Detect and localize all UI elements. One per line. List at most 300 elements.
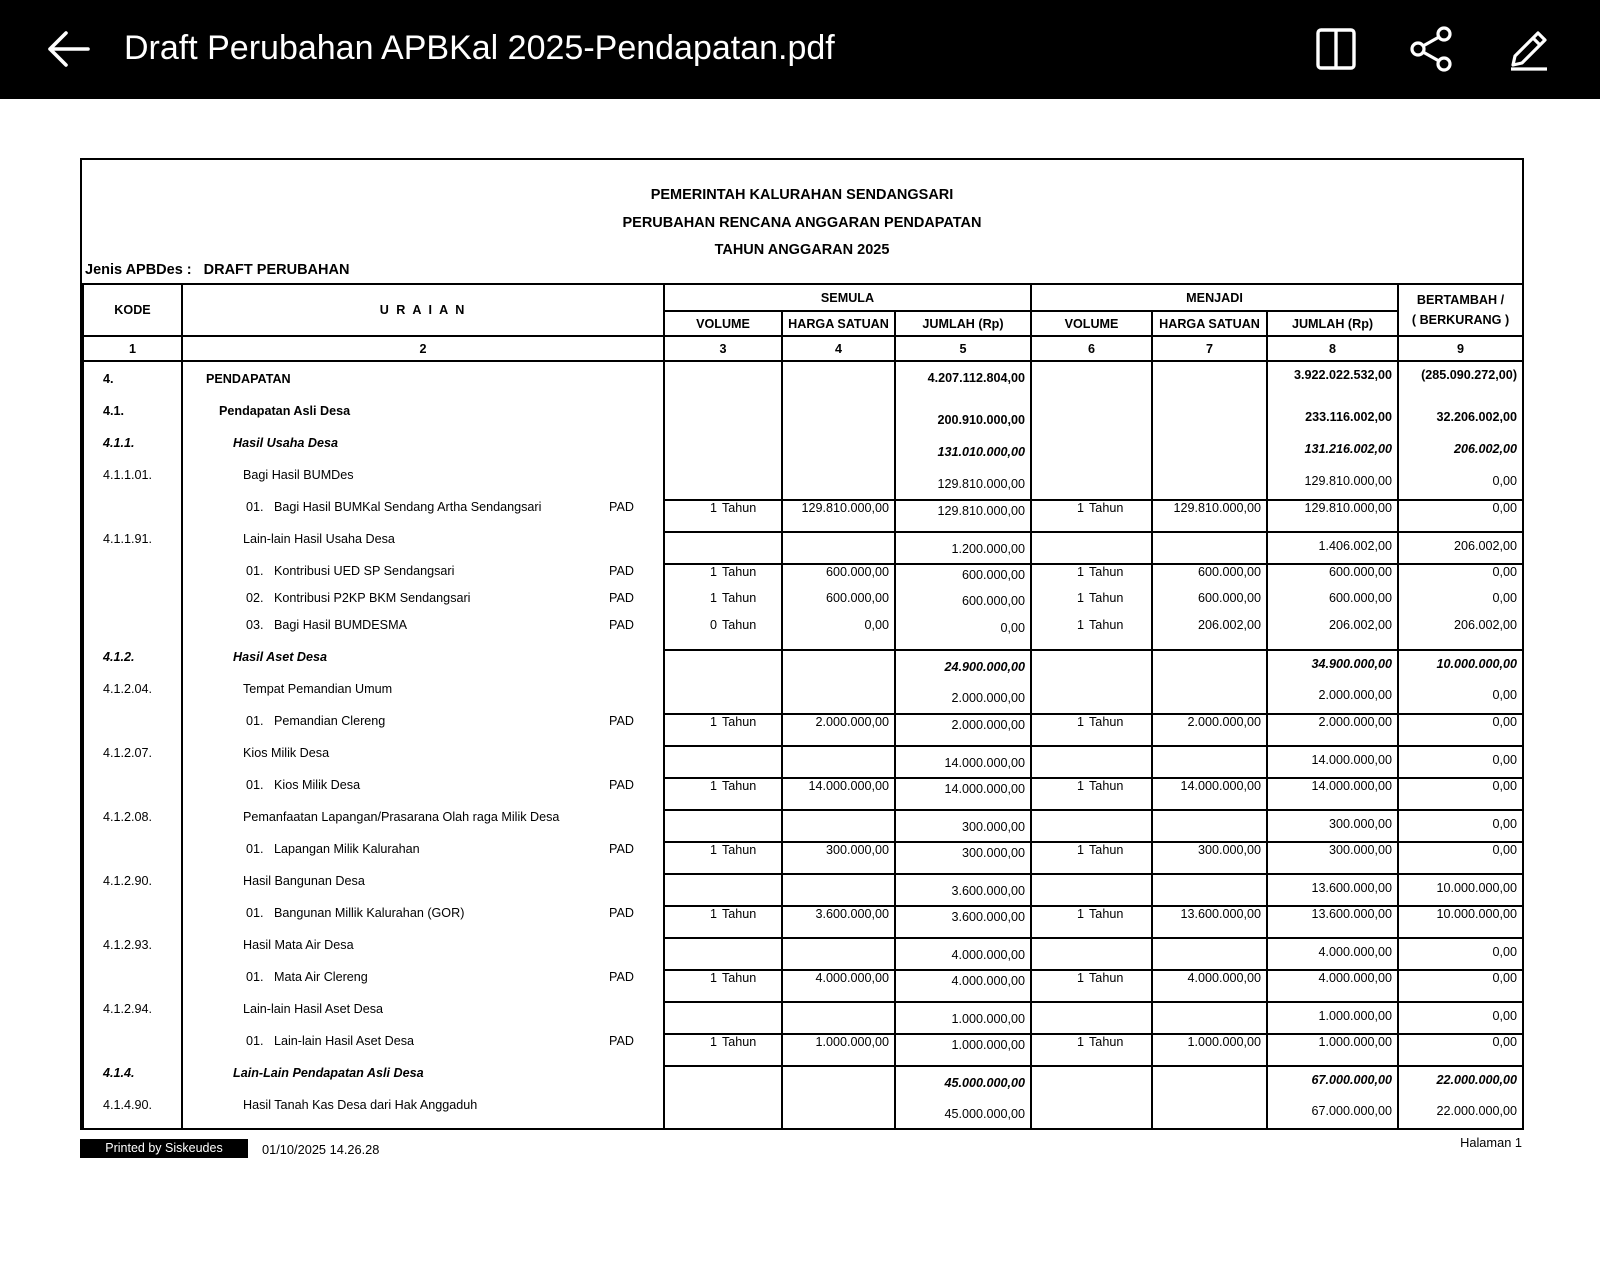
cell-uraian bbox=[182, 1034, 664, 1066]
volume-unit: Tahun bbox=[1089, 565, 1124, 579]
cell-jumlah-1: 3.600.000,00 bbox=[895, 906, 1031, 938]
cell-jumlah-2: 3.922.022.532,00 bbox=[1267, 361, 1398, 404]
volume-value: 1 bbox=[709, 501, 717, 515]
cell-volume-1 bbox=[664, 778, 782, 810]
cell-kode: 4.1. bbox=[83, 404, 182, 436]
item-number: 01. bbox=[246, 714, 264, 728]
cell-volume-1 bbox=[664, 1066, 782, 1098]
cell-volume-2 bbox=[1031, 682, 1152, 714]
cell-volume-1 bbox=[664, 532, 782, 564]
cell-volume-2 bbox=[1031, 1066, 1152, 1098]
cell-harga-2: 14.000.000,00 bbox=[1152, 778, 1267, 810]
cell-volume-2 bbox=[1031, 714, 1152, 746]
cell-harga-2 bbox=[1152, 361, 1267, 404]
jenis-label: Jenis APBDes : bbox=[85, 262, 192, 278]
item-source: PAD bbox=[609, 591, 634, 605]
item-name: Bagi Hasil BUMDESMA bbox=[274, 618, 407, 632]
detail-row bbox=[83, 906, 1523, 938]
volume-unit: Tahun bbox=[1089, 618, 1124, 632]
cell-volume-1 bbox=[664, 500, 782, 532]
cell-selisih: 0,00 bbox=[1398, 1002, 1523, 1034]
cell-harga-1 bbox=[782, 682, 895, 714]
cell-kode: 4.1.2.94. bbox=[83, 1002, 182, 1034]
cell-selisih: 206.002,00 bbox=[1398, 618, 1523, 650]
cell-jumlah-1: 1.000.000,00 bbox=[895, 1034, 1031, 1066]
cell-jumlah-2: 14.000.000,00 bbox=[1267, 746, 1398, 778]
cell-jumlah-1: 45.000.000,00 bbox=[895, 1066, 1031, 1098]
col-semula: SEMULA bbox=[664, 284, 1031, 311]
cell-selisih: 22.000.000,00 bbox=[1398, 1098, 1523, 1130]
cell-volume-1 bbox=[664, 682, 782, 714]
account-row bbox=[83, 1066, 1523, 1098]
cell-volume-2 bbox=[1031, 970, 1152, 1002]
account-row bbox=[83, 361, 1523, 404]
cell-harga-2: 4.000.000,00 bbox=[1152, 970, 1267, 1002]
cell-kode: 4.1.2. bbox=[83, 650, 182, 682]
volume-unit: Tahun bbox=[722, 715, 757, 729]
cell-uraian: Tempat Pemandian Umum bbox=[182, 682, 664, 714]
volume-value: 1 bbox=[709, 971, 717, 985]
arrow-left-icon[interactable] bbox=[44, 25, 94, 75]
cell-jumlah-2: 67.000.000,00 bbox=[1267, 1066, 1398, 1098]
cell-volume-1 bbox=[664, 361, 782, 404]
cell-volume-1 bbox=[664, 650, 782, 682]
cell-harga-1: 4.000.000,00 bbox=[782, 970, 895, 1002]
cell-harga-1: 600.000,00 bbox=[782, 564, 895, 591]
cell-uraian: Kios Milik Desa bbox=[182, 746, 664, 778]
volume-unit: Tahun bbox=[722, 1035, 757, 1049]
cell-harga-1 bbox=[782, 1098, 895, 1130]
cell-selisih: 10.000.000,00 bbox=[1398, 650, 1523, 682]
cell-kode bbox=[83, 618, 182, 650]
cell-volume-2 bbox=[1031, 938, 1152, 970]
cell-jumlah-2: 4.000.000,00 bbox=[1267, 938, 1398, 970]
volume-value: 1 bbox=[709, 843, 717, 857]
account-row bbox=[83, 1002, 1523, 1034]
cell-jumlah-2: 600.000,00 bbox=[1267, 591, 1398, 618]
cell-jumlah-2: 14.000.000,00 bbox=[1267, 778, 1398, 810]
cell-selisih: 0,00 bbox=[1398, 938, 1523, 970]
cell-volume-2 bbox=[1031, 906, 1152, 938]
col-jumlah-2: JUMLAH (Rp) bbox=[1267, 311, 1398, 336]
cell-selisih: 0,00 bbox=[1398, 970, 1523, 1002]
cell-harga-2: 13.600.000,00 bbox=[1152, 906, 1267, 938]
cell-uraian bbox=[182, 564, 664, 591]
cell-volume-1 bbox=[664, 874, 782, 906]
cell-harga-2 bbox=[1152, 874, 1267, 906]
detail-row bbox=[83, 564, 1523, 591]
cell-jumlah-1: 200.910.000,00 bbox=[895, 404, 1031, 436]
cell-jumlah-1: 14.000.000,00 bbox=[895, 778, 1031, 810]
volume-unit: Tahun bbox=[722, 779, 757, 793]
account-row bbox=[83, 436, 1523, 468]
cell-uraian bbox=[182, 591, 664, 618]
cell-volume-1 bbox=[664, 1098, 782, 1130]
item-name: Pemandian Clereng bbox=[274, 714, 386, 728]
volume-value: 0 bbox=[709, 618, 717, 632]
item-source: PAD bbox=[609, 714, 634, 728]
cell-jumlah-1: 129.810.000,00 bbox=[895, 500, 1031, 532]
volume-value: 1 bbox=[709, 907, 717, 921]
cell-harga-1: 600.000,00 bbox=[782, 591, 895, 618]
table-header bbox=[83, 284, 1523, 361]
jenis-value: DRAFT PERUBAHAN bbox=[203, 262, 350, 278]
cell-harga-1 bbox=[782, 1002, 895, 1034]
cell-harga-2 bbox=[1152, 938, 1267, 970]
cell-harga-2 bbox=[1152, 746, 1267, 778]
account-row bbox=[83, 404, 1523, 436]
item-name: Kontribusi P2KP BKM Sendangsari bbox=[274, 591, 471, 605]
cell-harga-2 bbox=[1152, 1098, 1267, 1130]
detail-row bbox=[83, 714, 1523, 746]
cell-harga-2: 300.000,00 bbox=[1152, 842, 1267, 874]
cell-kode bbox=[83, 564, 182, 591]
cell-volume-1 bbox=[664, 906, 782, 938]
cell-uraian bbox=[182, 500, 664, 532]
col-bertambah-line2: ( BERKURANG ) bbox=[1411, 313, 1510, 327]
cell-uraian: Pendapatan Asli Desa bbox=[182, 404, 664, 436]
cell-volume-1 bbox=[664, 436, 782, 468]
volume-unit: Tahun bbox=[722, 843, 757, 857]
cell-harga-2 bbox=[1152, 1002, 1267, 1034]
item-name: Lapangan Milik Kalurahan bbox=[274, 842, 420, 856]
account-row bbox=[83, 810, 1523, 842]
cell-jumlah-1: 300.000,00 bbox=[895, 842, 1031, 874]
item-number: 03. bbox=[246, 618, 264, 632]
col-volume-1: VOLUME bbox=[664, 311, 782, 336]
cell-harga-1 bbox=[782, 746, 895, 778]
cell-kode: 4.1.2.93. bbox=[83, 938, 182, 970]
cell-harga-1 bbox=[782, 468, 895, 500]
cell-selisih: 206.002,00 bbox=[1398, 436, 1523, 468]
page-footer bbox=[80, 1135, 1524, 1163]
cell-selisih: 0,00 bbox=[1398, 564, 1523, 591]
detail-row bbox=[83, 1034, 1523, 1066]
col-number: 5 bbox=[895, 336, 1031, 361]
item-source: PAD bbox=[609, 500, 634, 514]
cell-harga-2 bbox=[1152, 682, 1267, 714]
cell-harga-2: 600.000,00 bbox=[1152, 564, 1267, 591]
cell-volume-2 bbox=[1031, 778, 1152, 810]
item-name: Mata Air Clereng bbox=[274, 970, 368, 984]
col-number: 6 bbox=[1031, 336, 1152, 361]
header-line-2: PERUBAHAN RENCANA ANGGARAN PENDAPATAN bbox=[622, 215, 982, 231]
volume-unit: Tahun bbox=[1089, 907, 1124, 921]
account-row bbox=[83, 650, 1523, 682]
cell-selisih: 0,00 bbox=[1398, 591, 1523, 618]
cell-jumlah-2: 131.216.002,00 bbox=[1267, 436, 1398, 468]
cell-uraian bbox=[182, 970, 664, 1002]
cell-volume-2 bbox=[1031, 564, 1152, 591]
col-number: 8 bbox=[1267, 336, 1398, 361]
volume-value: 1 bbox=[1077, 843, 1085, 857]
cell-selisih: 0,00 bbox=[1398, 500, 1523, 532]
col-menjadi: MENJADI bbox=[1031, 284, 1398, 311]
item-number: 01. bbox=[246, 906, 264, 920]
volume-value: 1 bbox=[1077, 565, 1085, 579]
volume-value: 1 bbox=[1077, 501, 1085, 515]
cell-selisih: 206.002,00 bbox=[1398, 532, 1523, 564]
volume-unit: Tahun bbox=[722, 618, 757, 632]
printed-by-badge: Printed by Siskeudes bbox=[80, 1139, 248, 1158]
item-source: PAD bbox=[609, 842, 634, 856]
volume-value: 1 bbox=[1077, 1035, 1085, 1049]
cell-harga-1 bbox=[782, 436, 895, 468]
col-bertambah-line1: BERTAMBAH / bbox=[1416, 293, 1505, 307]
volume-unit: Tahun bbox=[722, 907, 757, 921]
jenis-apbdes bbox=[85, 262, 361, 278]
cell-harga-2 bbox=[1152, 468, 1267, 500]
share-icon[interactable] bbox=[1408, 25, 1456, 73]
cell-jumlah-1: 4.207.112.804,00 bbox=[895, 361, 1031, 404]
cell-harga-2: 129.810.000,00 bbox=[1152, 500, 1267, 532]
cell-harga-2: 600.000,00 bbox=[1152, 591, 1267, 618]
volume-value: 1 bbox=[709, 715, 717, 729]
header-line-1: PEMERINTAH KALURAHAN SENDANGSARI bbox=[650, 187, 954, 203]
cell-volume-1 bbox=[664, 564, 782, 591]
cell-jumlah-2: 34.900.000,00 bbox=[1267, 650, 1398, 682]
col-number: 9 bbox=[1398, 336, 1523, 361]
cell-kode: 4.1.2.04. bbox=[83, 682, 182, 714]
cell-jumlah-2: 2.000.000,00 bbox=[1267, 714, 1398, 746]
cell-kode: 4.1.1.91. bbox=[83, 532, 182, 564]
cell-selisih: 22.000.000,00 bbox=[1398, 1066, 1523, 1098]
app-toolbar bbox=[0, 0, 1600, 99]
page-number: Halaman 1 bbox=[1460, 1135, 1522, 1150]
cell-jumlah-2: 129.810.000,00 bbox=[1267, 500, 1398, 532]
detail-row bbox=[83, 500, 1523, 532]
cell-volume-1 bbox=[664, 591, 782, 618]
volume-value: 1 bbox=[709, 591, 717, 605]
cell-uraian: Hasil Bangunan Desa bbox=[182, 874, 664, 906]
column-number-row bbox=[83, 336, 1523, 361]
budget-table bbox=[82, 283, 1524, 1130]
volume-unit: Tahun bbox=[722, 971, 757, 985]
cell-selisih: 0,00 bbox=[1398, 714, 1523, 746]
volume-unit: Tahun bbox=[1089, 779, 1124, 793]
cell-uraian: Hasil Usaha Desa bbox=[182, 436, 664, 468]
cell-selisih: 10.000.000,00 bbox=[1398, 874, 1523, 906]
volume-value: 1 bbox=[1077, 907, 1085, 921]
volume-unit: Tahun bbox=[1089, 501, 1124, 515]
col-volume-2: VOLUME bbox=[1031, 311, 1152, 336]
item-source: PAD bbox=[609, 778, 634, 792]
cell-jumlah-2: 233.116.002,00 bbox=[1267, 404, 1398, 436]
cell-jumlah-1: 2.000.000,00 bbox=[895, 714, 1031, 746]
cell-volume-1 bbox=[664, 810, 782, 842]
col-bertambah bbox=[1398, 284, 1523, 336]
cell-jumlah-2: 4.000.000,00 bbox=[1267, 970, 1398, 1002]
item-name: Lain-lain Hasil Aset Desa bbox=[274, 1034, 415, 1048]
cell-volume-2 bbox=[1031, 468, 1152, 500]
cell-kode bbox=[83, 906, 182, 938]
cell-harga-1: 0,00 bbox=[782, 618, 895, 650]
cell-jumlah-1: 4.000.000,00 bbox=[895, 938, 1031, 970]
cell-selisih: 0,00 bbox=[1398, 778, 1523, 810]
cell-kode: 4.1.2.07. bbox=[83, 746, 182, 778]
cell-kode bbox=[83, 500, 182, 532]
cell-jumlah-1: 45.000.000,00 bbox=[895, 1098, 1031, 1130]
cell-harga-2: 206.002,00 bbox=[1152, 618, 1267, 650]
item-name: Kios Milik Desa bbox=[274, 778, 361, 792]
col-harga-2: HARGA SATUAN bbox=[1152, 311, 1267, 336]
item-source: PAD bbox=[609, 970, 634, 984]
cell-selisih: 0,00 bbox=[1398, 842, 1523, 874]
cell-harga-1 bbox=[782, 874, 895, 906]
volume-unit: Tahun bbox=[722, 565, 757, 579]
book-open-icon[interactable] bbox=[1312, 25, 1360, 73]
item-number: 01. bbox=[246, 1034, 264, 1048]
item-name: Kontribusi UED SP Sendangsari bbox=[274, 564, 455, 578]
cell-harga-1 bbox=[782, 532, 895, 564]
cell-kode bbox=[83, 714, 182, 746]
volume-unit: Tahun bbox=[1089, 1035, 1124, 1049]
cell-volume-2 bbox=[1031, 500, 1152, 532]
item-source: PAD bbox=[609, 906, 634, 920]
cell-volume-2 bbox=[1031, 810, 1152, 842]
cell-jumlah-2: 1.000.000,00 bbox=[1267, 1034, 1398, 1066]
volume-unit: Tahun bbox=[1089, 971, 1124, 985]
account-row bbox=[83, 874, 1523, 906]
cell-jumlah-1: 600.000,00 bbox=[895, 564, 1031, 591]
volume-value: 1 bbox=[1077, 971, 1085, 985]
cell-harga-1 bbox=[782, 938, 895, 970]
col-jumlah-1: JUMLAH (Rp) bbox=[895, 311, 1031, 336]
cell-volume-1 bbox=[664, 746, 782, 778]
cell-harga-1 bbox=[782, 1066, 895, 1098]
cell-selisih: 10.000.000,00 bbox=[1398, 906, 1523, 938]
col-uraian: U R A I A N bbox=[182, 284, 664, 336]
cell-jumlah-2: 67.000.000,00 bbox=[1267, 1098, 1398, 1130]
cell-jumlah-1: 24.900.000,00 bbox=[895, 650, 1031, 682]
cell-kode bbox=[83, 970, 182, 1002]
col-number: 7 bbox=[1152, 336, 1267, 361]
cell-kode bbox=[83, 1034, 182, 1066]
item-source: PAD bbox=[609, 618, 634, 632]
cell-uraian: Lain-lain Hasil Usaha Desa bbox=[182, 532, 664, 564]
volume-unit: Tahun bbox=[722, 501, 757, 515]
cell-volume-1 bbox=[664, 468, 782, 500]
cell-uraian bbox=[182, 906, 664, 938]
cell-selisih: 0,00 bbox=[1398, 746, 1523, 778]
cell-harga-2 bbox=[1152, 650, 1267, 682]
cell-jumlah-2: 1.000.000,00 bbox=[1267, 1002, 1398, 1034]
cell-jumlah-2: 2.000.000,00 bbox=[1267, 682, 1398, 714]
cell-kode: 4.1.1.01. bbox=[83, 468, 182, 500]
cell-harga-1: 129.810.000,00 bbox=[782, 500, 895, 532]
cell-harga-1: 300.000,00 bbox=[782, 842, 895, 874]
cell-uraian: Hasil Mata Air Desa bbox=[182, 938, 664, 970]
cell-volume-2 bbox=[1031, 404, 1152, 436]
volume-unit: Tahun bbox=[1089, 715, 1124, 729]
col-number: 4 bbox=[782, 336, 895, 361]
cell-harga-2 bbox=[1152, 404, 1267, 436]
cell-harga-1 bbox=[782, 404, 895, 436]
cell-kode bbox=[83, 842, 182, 874]
volume-value: 1 bbox=[1077, 591, 1085, 605]
cell-jumlah-2: 300.000,00 bbox=[1267, 810, 1398, 842]
volume-value: 1 bbox=[709, 1035, 717, 1049]
volume-value: 1 bbox=[709, 779, 717, 793]
cell-jumlah-1: 300.000,00 bbox=[895, 810, 1031, 842]
cell-volume-2 bbox=[1031, 746, 1152, 778]
cell-volume-2 bbox=[1031, 1098, 1152, 1130]
detail-row bbox=[83, 591, 1523, 618]
cell-uraian: Bagi Hasil BUMDes bbox=[182, 468, 664, 500]
cell-volume-1 bbox=[664, 618, 782, 650]
pdf-page bbox=[80, 158, 1524, 1130]
cell-harga-1 bbox=[782, 810, 895, 842]
account-row bbox=[83, 938, 1523, 970]
cell-jumlah-1: 0,00 bbox=[895, 618, 1031, 650]
cell-volume-2 bbox=[1031, 874, 1152, 906]
cell-uraian bbox=[182, 618, 664, 650]
cell-jumlah-1: 131.010.000,00 bbox=[895, 436, 1031, 468]
item-number: 01. bbox=[246, 778, 264, 792]
volume-value: 1 bbox=[709, 565, 717, 579]
cell-kode: 4.1.1. bbox=[83, 436, 182, 468]
cell-jumlah-2: 13.600.000,00 bbox=[1267, 906, 1398, 938]
cell-selisih: 0,00 bbox=[1398, 810, 1523, 842]
cell-uraian bbox=[182, 778, 664, 810]
cell-kode bbox=[83, 591, 182, 618]
cell-uraian: Pemanfaatan Lapangan/Prasarana Olah raga Milik Desa bbox=[182, 810, 664, 842]
volume-value: 1 bbox=[1077, 618, 1085, 632]
item-number: 01. bbox=[246, 500, 264, 514]
cell-kode: 4.1.2.08. bbox=[83, 810, 182, 842]
cell-volume-2 bbox=[1031, 361, 1152, 404]
cell-jumlah-1: 3.600.000,00 bbox=[895, 874, 1031, 906]
cell-harga-2 bbox=[1152, 1066, 1267, 1098]
cell-harga-1 bbox=[782, 650, 895, 682]
item-number: 01. bbox=[246, 564, 264, 578]
cell-jumlah-2: 13.600.000,00 bbox=[1267, 874, 1398, 906]
cell-kode: 4.1.4.90. bbox=[83, 1098, 182, 1130]
volume-unit: Tahun bbox=[722, 591, 757, 605]
cell-jumlah-1: 14.000.000,00 bbox=[895, 746, 1031, 778]
cell-volume-2 bbox=[1031, 1002, 1152, 1034]
volume-unit: Tahun bbox=[1089, 843, 1124, 857]
cell-selisih: 0,00 bbox=[1398, 1034, 1523, 1066]
account-row bbox=[83, 532, 1523, 564]
cell-uraian bbox=[182, 842, 664, 874]
account-row bbox=[83, 1098, 1523, 1130]
header-line-3: TAHUN ANGGARAN 2025 bbox=[714, 242, 890, 258]
detail-row bbox=[83, 618, 1523, 650]
cell-volume-2 bbox=[1031, 618, 1152, 650]
cell-uraian: Hasil Tanah Kas Desa dari Hak Anggaduh bbox=[182, 1098, 664, 1130]
col-number: 3 bbox=[664, 336, 782, 361]
cell-jumlah-1: 1.000.000,00 bbox=[895, 1002, 1031, 1034]
cell-volume-1 bbox=[664, 404, 782, 436]
account-row bbox=[83, 682, 1523, 714]
item-number: 01. bbox=[246, 842, 264, 856]
cell-volume-1 bbox=[664, 1002, 782, 1034]
cell-harga-2 bbox=[1152, 810, 1267, 842]
account-row bbox=[83, 468, 1523, 500]
cell-jumlah-1: 4.000.000,00 bbox=[895, 970, 1031, 1002]
cell-volume-2 bbox=[1031, 591, 1152, 618]
cell-harga-2: 1.000.000,00 bbox=[1152, 1034, 1267, 1066]
detail-row bbox=[83, 778, 1523, 810]
volume-value: 1 bbox=[1077, 715, 1085, 729]
cell-volume-2 bbox=[1031, 650, 1152, 682]
edit-pencil-icon[interactable] bbox=[1505, 25, 1553, 73]
item-name: Bagi Hasil BUMKal Sendang Artha Sendangsari bbox=[274, 500, 542, 514]
cell-jumlah-2: 300.000,00 bbox=[1267, 842, 1398, 874]
cell-jumlah-1: 2.000.000,00 bbox=[895, 682, 1031, 714]
cell-volume-1 bbox=[664, 842, 782, 874]
